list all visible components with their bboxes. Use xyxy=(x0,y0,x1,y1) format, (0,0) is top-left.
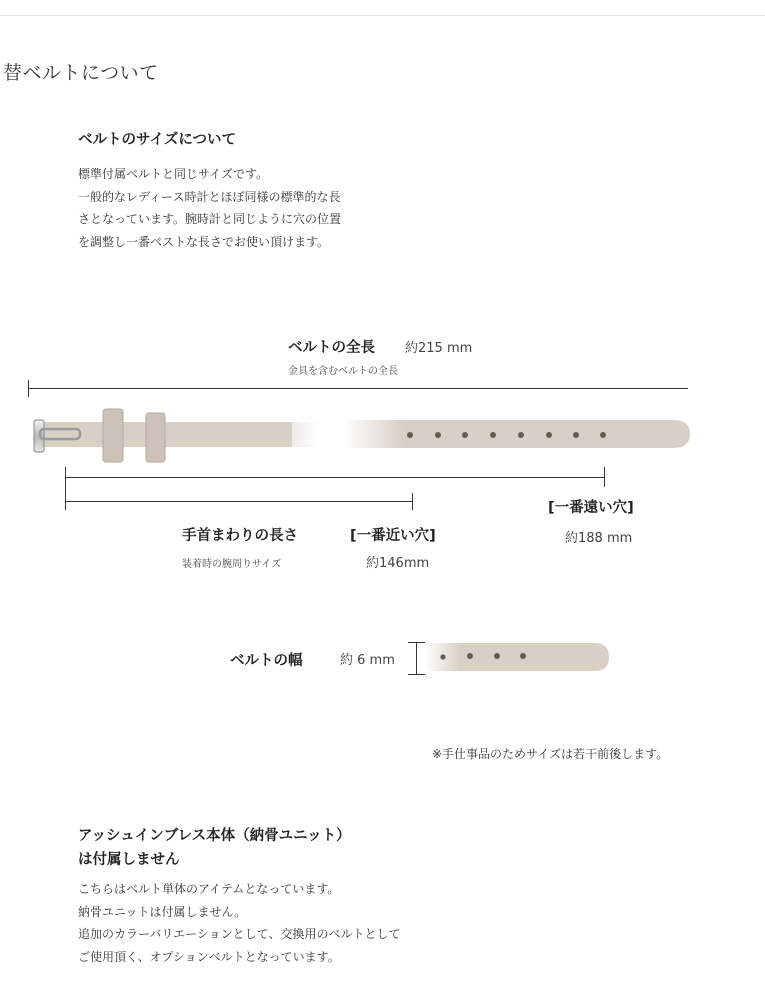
strap-width-body xyxy=(460,643,609,671)
size-description xyxy=(78,163,341,253)
strap-right-fade xyxy=(343,420,403,448)
strap-left-fade xyxy=(258,422,318,447)
strap-keeper-1 xyxy=(103,409,123,462)
dimension-start-tick xyxy=(65,467,66,510)
nearest-hole-label: [一番近い穴] xyxy=(350,528,436,544)
strap-hole xyxy=(600,432,606,438)
strap-hole xyxy=(573,432,579,438)
width-tick-bottom xyxy=(408,674,425,675)
strap-hole xyxy=(518,432,524,438)
strap-hole xyxy=(407,432,413,438)
strap-hole xyxy=(435,432,441,438)
size-line-1: 標準付属ベルトと同じサイズです。 xyxy=(78,167,269,181)
farthest-hole-value: 約188 mm xyxy=(565,531,633,546)
top-divider xyxy=(0,15,765,16)
strap-left-body xyxy=(40,422,292,447)
farthest-hole-line xyxy=(65,477,605,478)
strap-hole xyxy=(520,653,526,659)
total-length-label: ベルトの全長 xyxy=(288,340,375,356)
farthest-hole-tick xyxy=(604,467,605,487)
notice-heading-1: アッシュインブレス本体（納骨ユニット） xyxy=(78,828,351,844)
strap-hole xyxy=(490,432,496,438)
wrist-length-label: 手首まわりの長さ xyxy=(182,528,298,544)
total-length-line xyxy=(28,388,688,389)
size-heading: ベルトのサイズについて xyxy=(78,132,237,148)
nearest-hole-value: 約146mm xyxy=(366,556,430,571)
width-value: 約 6 mm xyxy=(340,653,395,668)
strap-width-illustration xyxy=(425,640,615,676)
size-line-4: を調整し一番ベストな長さでお使い頂けます。 xyxy=(78,234,330,249)
notice-line-4: ご使用頂く、オプションベルトとなっています。 xyxy=(78,949,340,964)
total-length-value: 約215 mm xyxy=(405,341,473,356)
nearest-hole-line xyxy=(65,501,413,502)
width-label: ベルトの幅 xyxy=(230,653,303,669)
width-dimension-line xyxy=(416,642,417,675)
size-line-2: 一般的なレディース時計とほぼ同様の標準的な長 xyxy=(78,189,341,204)
size-line-3: さとなっています。腕時計と同じように穴の位置 xyxy=(78,212,342,226)
strap-hole xyxy=(467,653,473,659)
notice-line-2: 納骨ユニットは付属しません。 xyxy=(78,904,247,919)
strap-keeper-2 xyxy=(146,413,165,462)
strap-hole xyxy=(494,653,500,659)
farthest-hole-label: [一番遠い穴] xyxy=(548,500,634,516)
disclaimer: ※手仕事品のためサイズは若干前後します。 xyxy=(432,747,669,761)
total-length-tick xyxy=(28,380,29,397)
total-length-note: 金具を含むベルトの全長 xyxy=(288,366,398,377)
wrist-length-note: 装着時の腕周りサイズ xyxy=(182,559,282,570)
notice-description xyxy=(78,878,400,968)
strap-illustration xyxy=(28,402,698,468)
notice-line-3: 追加のカラーバリエーションとして、交換用のベルトとして xyxy=(78,927,401,941)
page-title: 替ベルトについて xyxy=(3,62,159,84)
strap-hole xyxy=(546,432,552,438)
notice-heading-2: は付属しません xyxy=(78,852,180,868)
strap-hole xyxy=(462,432,468,438)
nearest-hole-tick xyxy=(412,493,413,510)
strap-hole xyxy=(440,654,445,659)
notice-line-1: こちらはベルト単体のアイテムとなっています。 xyxy=(78,882,340,896)
width-tick-top xyxy=(408,642,425,643)
